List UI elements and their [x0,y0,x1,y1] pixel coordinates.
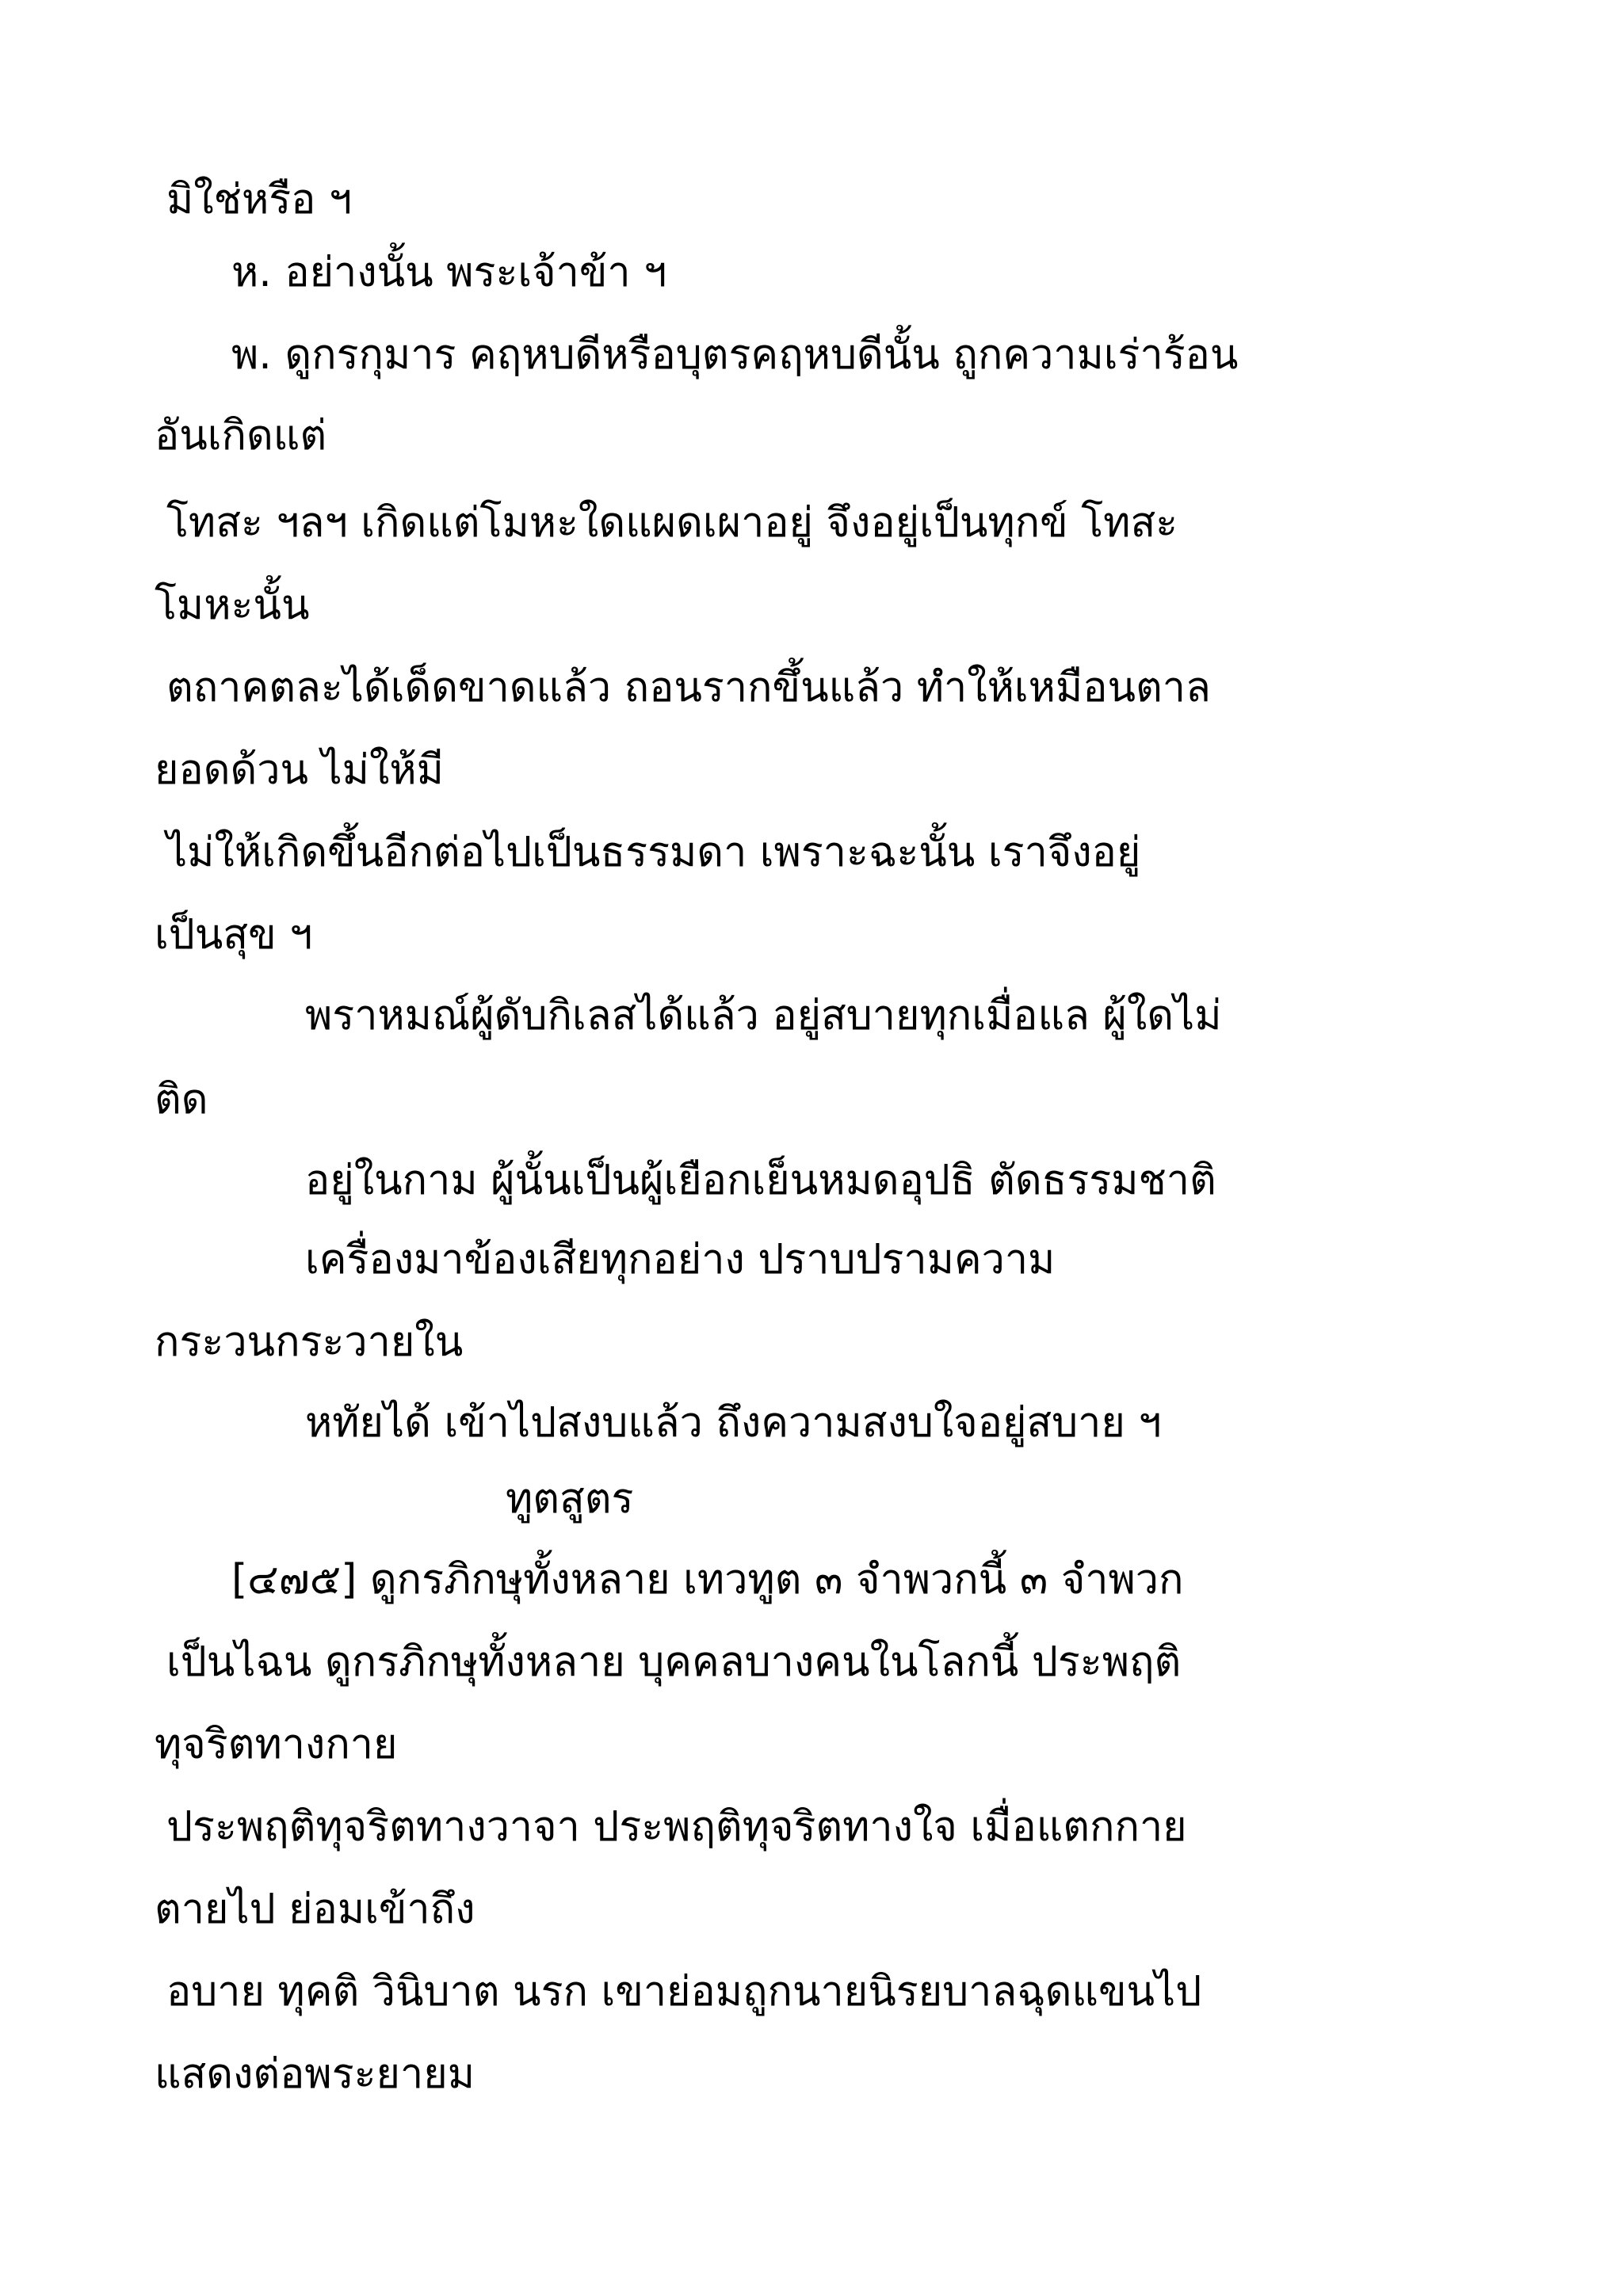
text-line-22: ตายไป ย่อมเข้าถึง [155,1886,475,1933]
section-heading: ทูตสูตร [506,1475,634,1523]
text-line-15: กระวนกระวายใน [155,1318,464,1366]
text-line-21: ประพฤติทุจริตทางวาจา ประพฤติทุจริตทางใจ เมื่อแตกกาย [166,1803,1187,1851]
text-line-2: ห. อย่างนั้น พระเจ้าข้า ฯ [231,249,667,296]
text-line-6: โมหะนั้น [155,582,310,629]
text-line-3: พ. ดูกรกุมาร คฤหบดีหรือบุตรคฤหบดีนั้น ถูกความเร่าร้อน [231,331,1239,379]
text-line-5: โทสะ ฯลฯ เกิดแต่โมหะใดแผดเผาอยู่ จึงอยู่เป็นทุกข์ โทสะ [166,499,1178,547]
text-line-19: เป็นไฉน ดูกรภิกษุทั้งหลาย บุคคลบางคนในโลกนี้ ประพฤติ [166,1638,1182,1686]
text-line-8: ยอดด้วน ไม่ให้มี [155,746,444,794]
text-line-14: เครื่องมาข้องเสียทุกอย่าง ปราบปรามความ [305,1236,1056,1283]
text-line-13: อยู่ในกาม ผู้นั้นเป็นผู้เยือกเย็นหมดอุปธิ ตัดธรรมชาติ [305,1157,1216,1204]
text-line-1: มิใช่หรือ ฯ [166,176,353,223]
text-line-4: อันเกิดแต่ [155,412,327,460]
text-line-18: [๔๗๕] ดูกรภิกษุทั้งหลาย เทวทูต ๓ จำพวกนี้ ๓ จำพวก [231,1556,1184,1604]
text-line-23: อบาย ทุคติ วินิบาต นรก เขาย่อมถูกนายนิรยบาลฉุดแขนไป [166,1968,1202,2016]
text-line-11: พราหมณ์ผู้ดับกิเลสได้แล้ว อยู่สบายทุกเมื่อแล ผู้ใดไม่ [305,992,1222,1039]
text-line-9: ไม่ให้เกิดขึ้นอีกต่อไปเป็นธรรมดา เพราะฉะนั้น เราจึงอยู่ [166,829,1141,876]
text-line-10: เป็นสุข ฯ [155,911,313,959]
text-line-20: ทุจริตทางกาย [155,1721,398,1768]
text-line-12: ติด [155,1076,208,1123]
text-line-24: แสดงต่อพระยายม [155,2050,475,2098]
text-line-7: ตถาคตละได้เด็ดขาดแล้ว ถอนรากขึ้นแล้ว ทำให้เหมือนตาล [166,664,1211,711]
text-line-16: หทัยได้ เข้าไปสงบแล้ว ถึงความสงบใจอยู่สบาย ฯ [305,1399,1162,1447]
